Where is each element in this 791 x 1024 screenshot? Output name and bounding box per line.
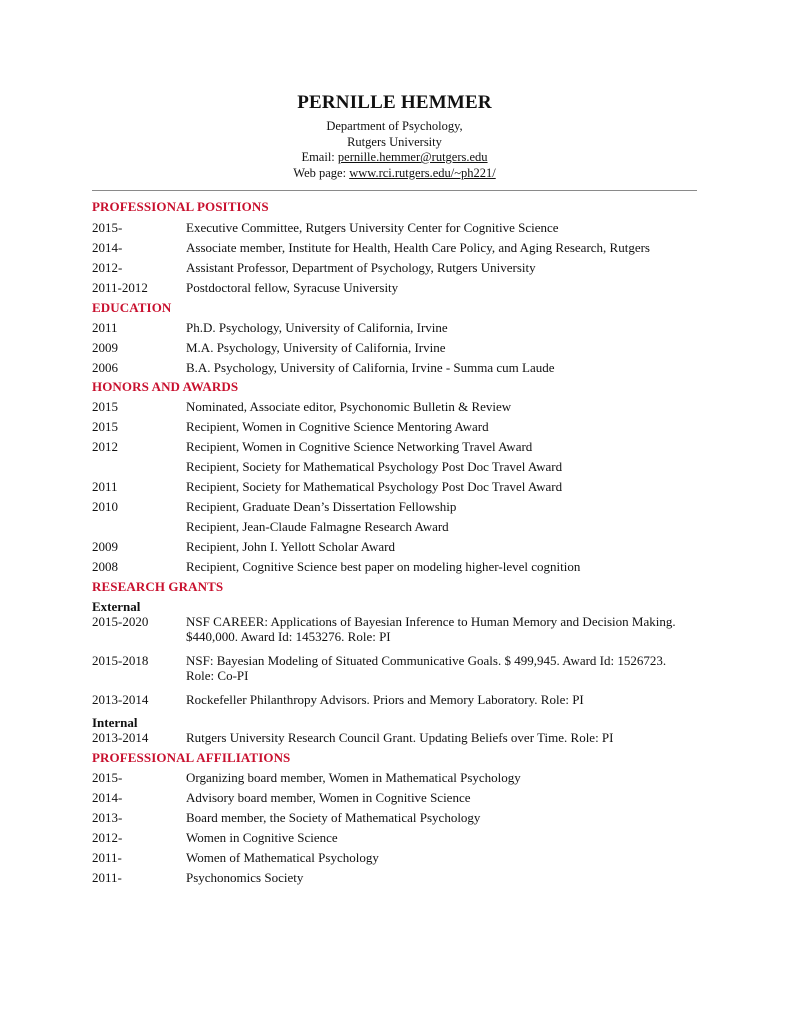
entry-date: 2013-2014: [92, 691, 149, 707]
section-title: PROFESSIONAL AFFILIATIONS: [92, 749, 291, 765]
list-item: [92, 539, 697, 555]
email-line: [92, 150, 697, 166]
entry-date: 2015: [92, 419, 118, 434]
entry-text: Rutgers University Research Council Grant. Updating Beliefs over Time. Role: PI: [186, 730, 614, 745]
entry-date: 2015: [92, 399, 118, 414]
entry-text: Women in Cognitive Science: [186, 829, 338, 845]
section-title: HONORS AND AWARDS: [92, 379, 239, 394]
section-positions: [92, 199, 697, 296]
entry-text: B.A. Psychology, University of California, Irvine - Summa cum Laude: [186, 359, 555, 375]
list-item: [92, 399, 697, 415]
cv-page: [92, 92, 697, 885]
list-item: [92, 280, 697, 296]
entry-text: Recipient, Society for Mathematical Psychology Post Doc Travel Award: [186, 459, 563, 474]
section-affiliations: [92, 750, 697, 886]
header-divider: [92, 190, 697, 191]
email-link[interactable]: pernille.hemmer@rutgers.edu: [337, 150, 488, 164]
department-line: Department of Psychology,: [326, 119, 463, 133]
list-item: [92, 614, 697, 645]
entry-text: Organizing board member, Women in Mathematical Psychology: [186, 769, 521, 785]
cv-name: PERNILLE HEMMER: [297, 92, 492, 113]
entry-date: 2015-: [92, 769, 123, 785]
entry-text: Recipient, John I. Yellott Scholar Award: [186, 539, 395, 554]
section-grants: [92, 579, 697, 746]
entry-text: Rockefeller Philanthropy Advisors. Priors and Memory Laboratory. Role: PI: [186, 691, 584, 707]
entry-date: 2009: [92, 539, 118, 554]
entry-text: Recipient, Women in Cognitive Science Mentoring Award: [186, 419, 489, 434]
entry-date: 2012-: [92, 260, 123, 275]
list-item: [92, 320, 697, 336]
list-item: [92, 730, 697, 746]
entry-date: 2012: [92, 439, 118, 454]
entry-date: 2011-2012: [92, 280, 148, 295]
entry-text: Recipient, Society for Mathematical Psychology Post Doc Travel Award: [186, 479, 563, 494]
list-item: [92, 499, 697, 515]
list-item: [92, 220, 697, 236]
entry-date: [92, 519, 186, 535]
university-line: Rutgers University: [347, 134, 442, 149]
entry-text: Recipient, Women in Cognitive Science Networking Travel Award: [186, 439, 533, 454]
section-title: PROFESSIONAL POSITIONS: [92, 199, 269, 214]
entry-text: Associate member, Institute for Health, Health Care Policy, and Aging Research, Rutgers: [186, 240, 650, 255]
entry-date: 2011: [92, 319, 118, 335]
list-item: [92, 340, 697, 356]
entry-date: [92, 459, 186, 475]
list-item: [92, 479, 697, 495]
entry-date: 2006: [92, 359, 118, 375]
section-education: [92, 300, 697, 376]
list-item: [92, 810, 697, 826]
entry-text: Recipient, Jean-Claude Falmagne Research Award: [186, 519, 449, 534]
section-honors: [92, 379, 697, 575]
entry-text: M.A. Psychology, University of California, Irvine: [186, 339, 446, 355]
list-item: [92, 830, 697, 846]
grants-internal-subhead: Internal: [92, 715, 138, 730]
entry-date: 2015-: [92, 220, 123, 235]
entry-text: Assistant Professor, Department of Psychology, Rutgers University: [186, 260, 536, 275]
list-item: [92, 360, 697, 376]
entry-date: 2009: [92, 339, 118, 355]
entry-text: Board member, the Society of Mathematical Psychology: [186, 809, 481, 825]
entry-text: Psychonomics Society: [186, 869, 304, 885]
entry-date: 2010: [92, 499, 118, 514]
entry-text: NSF CAREER: Applications of Bayesian Inference to Human Memory and Decision Making. $440,000. Award Id: 1453276. Role: PI: [186, 613, 676, 644]
email-label: Email:: [301, 150, 338, 164]
entry-date: 2013-2014: [92, 730, 149, 745]
entry-date: 2015-2018: [92, 652, 149, 668]
list-item: [92, 260, 697, 276]
list-item: [92, 790, 697, 806]
entry-date: 2013-: [92, 809, 123, 825]
entry-date: 2012-: [92, 829, 123, 845]
entry-date: 2014-: [92, 789, 123, 805]
list-item: [92, 692, 697, 708]
web-line: [92, 166, 697, 182]
list-item: [92, 519, 697, 535]
entry-text: Postdoctoral fellow, Syracuse University: [186, 280, 399, 295]
entry-text: Advisory board member, Women in Cognitive Science: [186, 789, 471, 805]
list-item: [92, 439, 697, 455]
entry-date: 2011: [92, 479, 118, 494]
grants-external-subhead: External: [92, 598, 141, 614]
web-link[interactable]: www.rci.rutgers.edu/~ph221/: [349, 165, 496, 180]
entry-text: Nominated, Associate editor, Psychonomic Bulletin & Review: [186, 399, 512, 414]
entry-text: NSF: Bayesian Modeling of Situated Communicative Goals. $ 499,945. Award Id: 1526723. Role: Co-PI: [186, 652, 667, 683]
list-item: [92, 850, 697, 866]
entry-date: 2015-2020: [92, 613, 149, 629]
list-item: [92, 459, 697, 475]
entry-text: Executive Committee, Rutgers University Center for Cognitive Science: [186, 220, 559, 235]
entry-text: Ph.D. Psychology, University of California, Irvine: [186, 319, 448, 335]
entry-date: 2008: [92, 559, 118, 574]
list-item: [92, 653, 697, 684]
cv-header: [92, 92, 697, 181]
list-item: [92, 559, 697, 575]
list-item: [92, 419, 697, 435]
entry-text: Women of Mathematical Psychology: [186, 849, 379, 865]
entry-date: 2011-: [92, 869, 122, 885]
section-title: EDUCATION: [92, 299, 172, 315]
entry-date: 2014-: [92, 240, 123, 255]
entry-text: Recipient, Graduate Dean’s Dissertation Fellowship: [186, 499, 457, 514]
section-title: RESEARCH GRANTS: [92, 578, 224, 594]
list-item: [92, 770, 697, 786]
list-item: [92, 240, 697, 256]
entry-text: Recipient, Cognitive Science best paper on modeling higher-level cognition: [186, 559, 581, 574]
entry-date: 2011-: [92, 849, 122, 865]
web-label: Web page:: [293, 165, 350, 180]
list-item: [92, 870, 697, 886]
